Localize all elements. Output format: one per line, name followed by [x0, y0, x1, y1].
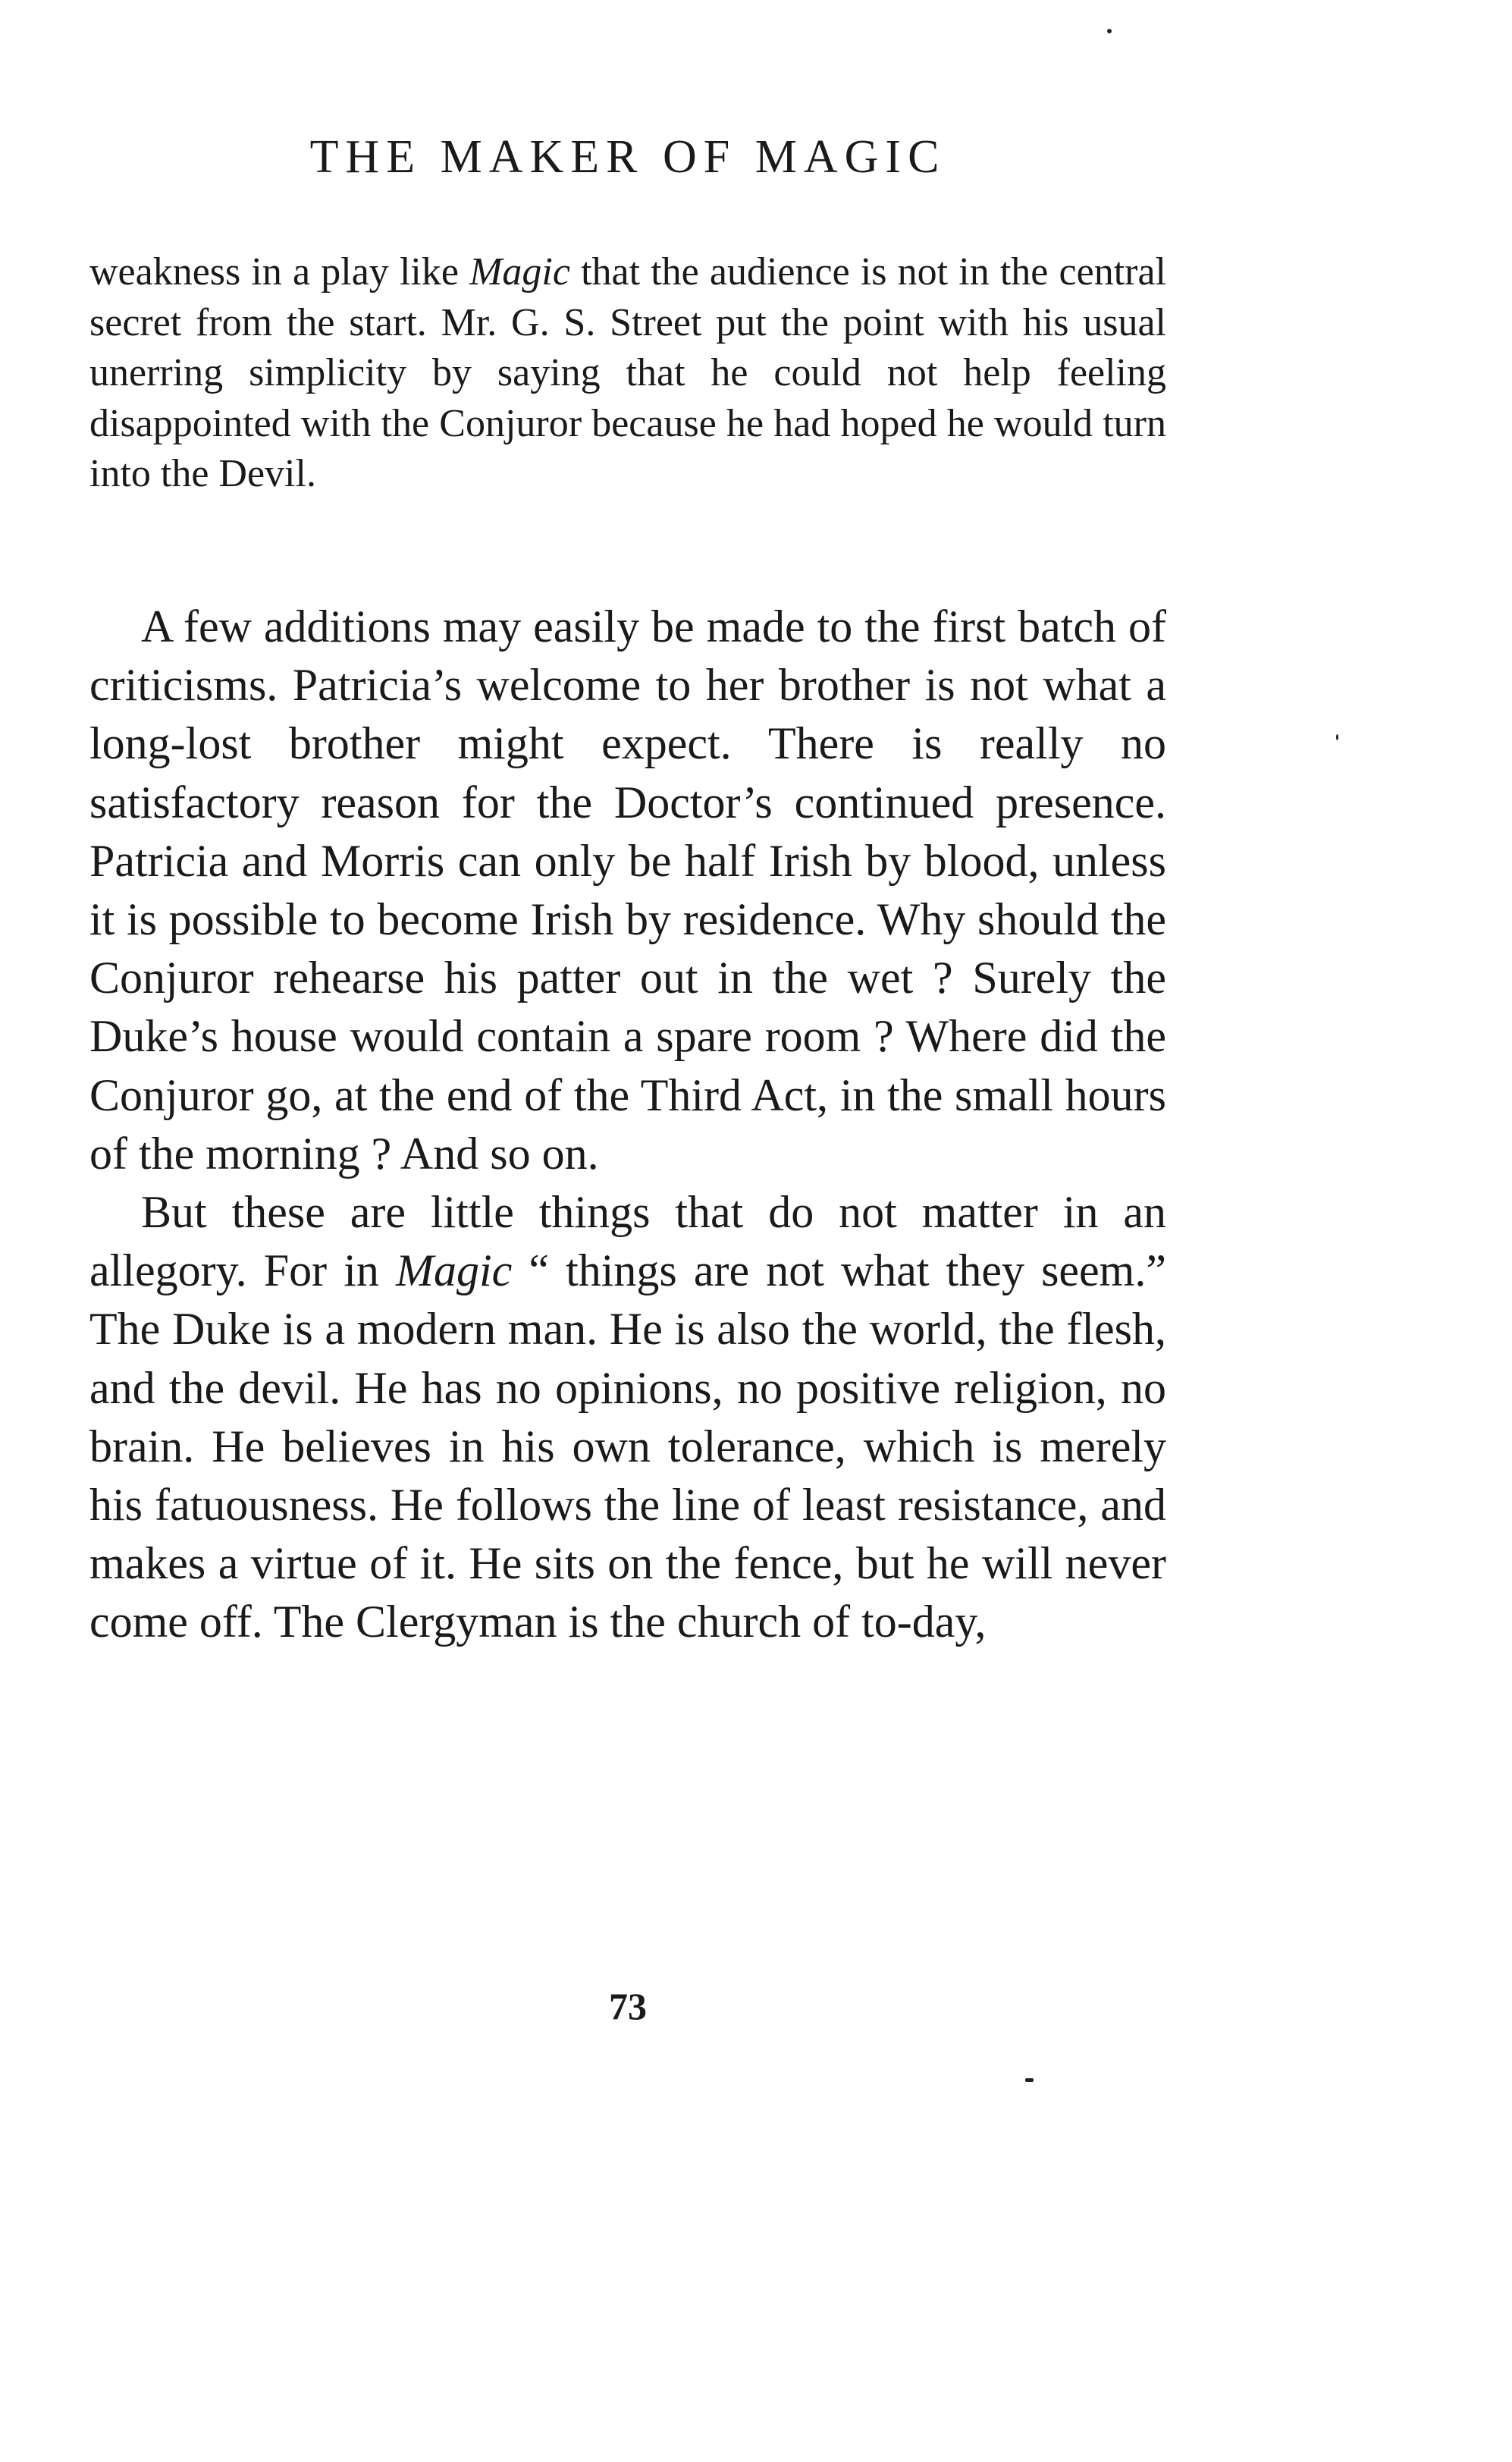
scan-speck — [1107, 29, 1112, 33]
quoted-passage — [89, 247, 1166, 500]
play-title-italic: Magic — [469, 250, 570, 294]
text-run: weakness in a play like — [89, 250, 470, 294]
play-title-italic: Magic — [395, 1245, 513, 1296]
page-number: 73 — [609, 1985, 647, 2027]
main-text — [89, 598, 1166, 1652]
running-head: THE MAKER OF MAGIC — [309, 131, 946, 183]
text-run: A few additions may easily be made to the first batch of criticisms. Patricia’s welcome to her brother is not what a long-lost brother might expect. There is really no satisfactory reason for the Doctor’s continued presence. Patricia and Morris can only be half Irish by blood, unless it is possible to become Irish by residence. Why should the Conjuror rehearse his patter out in the wet ? Surely the Duke’s house would contain a spare room ? Where did the Conjuror go, at the end of the Third Act, in the small hours of the morning ? And so on. — [89, 601, 1166, 1179]
scan-speck — [1336, 734, 1338, 740]
text-run: “ things are not what they seem.” The Duke is a modern man. He is also the world, the flesh, and the devil. He has no opinions, no positive religion, no brain. He believes in his own tolerance, which is merely his fatuousness. He follows the line of least resistance, and makes a virtue of it. He sits on the fence, but he will never come off. The Clergyman is the church of to-day, — [89, 1245, 1166, 1647]
paragraph-allegory — [89, 1183, 1166, 1652]
paragraph-additions — [89, 598, 1166, 1183]
quote-paragraph — [89, 247, 1166, 500]
text-run: But these are little things that do not matter in an allegory. For in — [89, 1187, 1166, 1296]
text-run: that the audience is not in the central secret from the start. Mr. G. S. Street put the point with his usual unerring simplicity by saying that he could not help feeling disappointed with the Conjuror because he had hoped he would turn into the Devil. — [89, 250, 1166, 496]
book-page — [89, 0, 1166, 2462]
scan-speck — [1025, 2078, 1034, 2082]
